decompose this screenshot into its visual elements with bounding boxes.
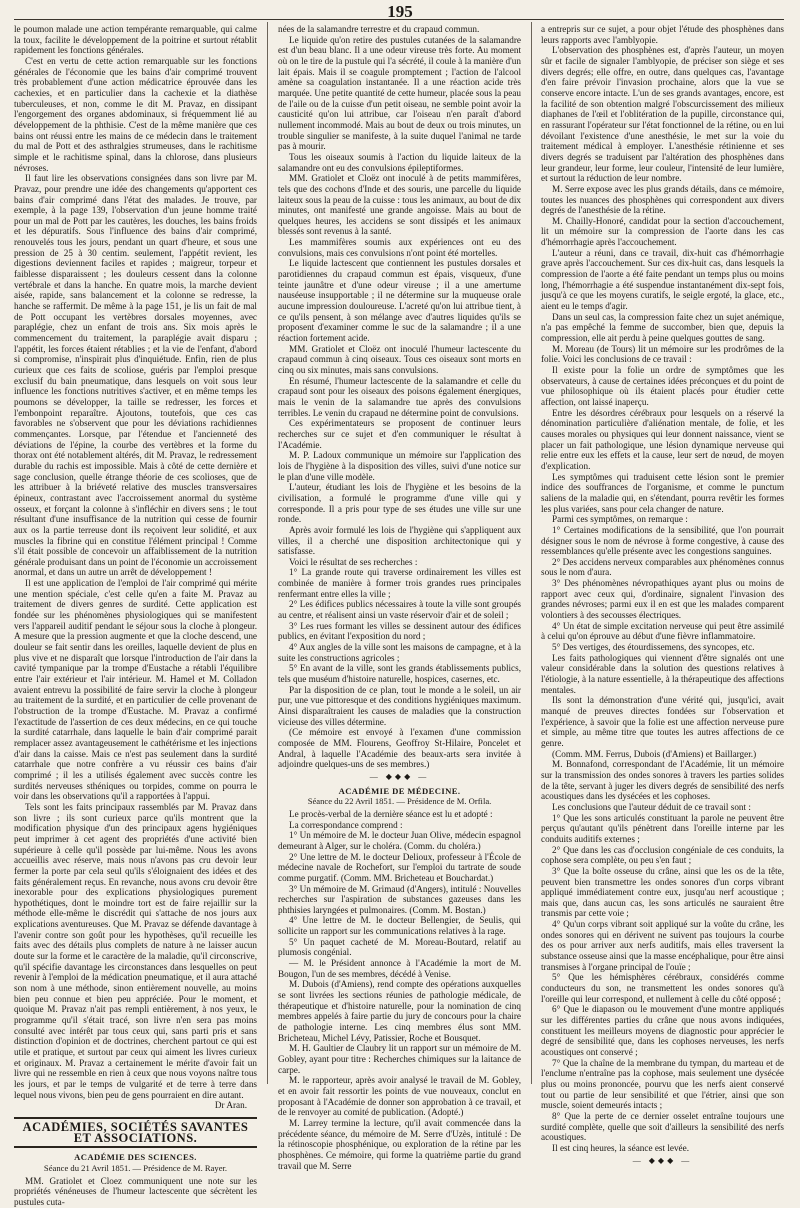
session-line: Séance du 22 Avril 1851. — Présidence de M. Orfila. bbox=[307, 796, 492, 807]
paragraph: Il est cinq heures, la séance est levée. bbox=[552, 1142, 690, 1153]
session-line: Séance du 21 Avril 1851. — Présidence de M. Rayer. bbox=[43, 1162, 228, 1173]
paragraph: C'est en vertu de cette action remarquable sur les fonctions générales de l'économie que les bains d'air comprimé trouvent très probablement d'une action médicatrice éprouvée dans les cachexies, et en particulier dans la cachexie et la diathèse tuberculeuses, et non, comme le dit M. Pravaz, en dissipant l'engorgement des organes abdominaux, si fréquemment lié au développement de la phthisie. C'est de la même manière que ces bains ont réussi entre les mains de ce médecin dans le traitement du mal de Pott et des asthralgies strumeuses, dans le rachitisme simple et le rachitisme spinal, dans la chlorose, dans plusieurs névroses. bbox=[14, 55, 257, 173]
paragraph: MM. Gratiolet et Cloëz ont inoculé à de petits mammifères, tels que des cochons d'Inde et des souris, une parcelle du liquide laiteux sous la peau de la cuisse : tous les animaux, au bout de dix minutes, ont manifesté une grande angoisse. Mais au bout de quelques heures, les accidens se sont dissipés et les animaux blessés sont revenus à la santé. bbox=[278, 173, 521, 237]
list-item: 8° Que la perte de ce dernier osselet entraîne toujours une surdité complète, quelle que soit d'ailleurs la sensibilité des nerfs acoustiques. bbox=[541, 1110, 784, 1143]
paragraph: M. Dubois (d'Amiens), rend compte des opérations auxquelles se sont livrées les sections réunies de pathologie médicale, de thérapeutique et d'histoire naturelle, pour la nomination de cinq membres appelés à faire partie du jury de concours pour la chaire de pathologie interne. Les cinq membres élus sont MM. Bricheteau, Michel Lévy, Patissier, Roche et Bousquet. bbox=[278, 979, 521, 1043]
header-rule bbox=[14, 19, 784, 20]
paragraph: a entrepris sur ce sujet, a pour objet l'étude des phosphènes dans leurs rapports avec l'amblyopie. bbox=[541, 24, 784, 45]
list-item: 5° En avant de la ville, sont les grands établissements publics, tels que muséum d'histoire naturelle, hospices, casernes, etc. bbox=[278, 663, 521, 685]
paragraph: Dans un seul cas, la compression faite chez un sujet anémique, n'a pas empêché la femme de succomber, bien que, depuis la compression, elle ait perdu à peine quelques gouttes de sang. bbox=[541, 311, 784, 344]
paragraph: Il existe pour la folie un ordre de symptômes que les observateurs, à cause de certaines idées préconçues et du point de vue philosophique où ils étaient placés pour étudier cette affection, ont laissé inaperçu. bbox=[541, 365, 784, 407]
list-item: 7° Que la chaîne de la membrane du tympan, du marteau et de l'enclume n'entraîne pas la cophose, mais seulement une dysécée plus ou moins prononcée, pourvu que les nerfs aient conservé tout ou partie de leur sensibilité et que l'étrier, ainsi que son muscle, soient demeurés intacts ; bbox=[541, 1057, 784, 1111]
ornament-divider: — ◆◆◆ — bbox=[369, 771, 430, 781]
paragraph: Le liquide lactescent que contiennent les pustules dorsales et parotidiennes du crapaud commun est épais, visqueux, d'une teinte jaunâtre et d'une odeur vireuse ; il a une amertume nauséeuse insupportable ; il ne détermine sur la muqueuse orale aucune impression douloureuse. L'acreté qu'on lui attribue tient, à ce qu'ils pensent, à son mélange avec d'autres liquides qu'ils se proposent d'examiner comme le suc de la salamandre ; il a une réaction fortement acide. bbox=[278, 258, 521, 344]
paragraph: Parmi ces symptômes, on remarque : bbox=[552, 514, 688, 525]
paragraph: M. Moreau (de Tours) lit un mémoire sur les prodrômes de la folie. Voici les conclusions de ce travail : bbox=[541, 343, 784, 365]
list-item: 6° Que le diapason ou le mouvement d'une montre appliqués sur les différentes parties du crâne que nous avons indiquées, constituent les meilleurs moyens de diagnostic pour apprécier le degré de sensibilité que, dans les cophoses nerveuses, les nerfs acoustiques ont conservé ; bbox=[541, 1004, 784, 1057]
column-divider bbox=[267, 22, 268, 1084]
list-item: 4° Une lettre de M. le docteur Bellengier, de Seulis, qui sollicite un rapport sur les communications relatives à la rage. bbox=[278, 915, 521, 937]
list-item: 1° Certaines modifications de la sensibilité, que l'on pourrait désigner sous le nom de névrose à forme congestive, à cause des ressemblances qu'elle présente avec les congestions sanguines. bbox=[541, 524, 784, 557]
paragraph: Entre les désordres cérébraux pour lesquels on a réservé la dénomination particulière d'aliénation mentale, de folie, et les causes morales ou physiques qui leur donnent naissance, vient se placer un fait pathologique, une lésion dynamique nerveuse qui relie entre eux les effets et la cause, leur sert de nœud, de moyen d'explication. bbox=[541, 407, 784, 471]
paragraph: nées de la salamandre terrestre et du crapaud commun. bbox=[278, 24, 480, 34]
paragraph: L'auteur a réuni, dans ce travail, dix-huit cas d'hémorrhagie grave après l'accouchement. Sur ces dix-huit cas, dans lesquels la compression de l'aorte a été faite pendant un temps plus ou moins long, l'hémorrhagie a été suspendue instantanément dix-sept fois, jusqu'à ce que les moyens curatifs, le seigle ergoté, la glace, etc., aient eu le temps d'agir. bbox=[541, 247, 784, 312]
column-1 bbox=[14, 24, 258, 1207]
paragraph: M. Serre expose avec les plus grands détails, dans ce mémoire, toutes les nuances des phosphènes qui correspondent aux divers degrés de l'anesthésie de la rétine. bbox=[541, 183, 784, 216]
column-2 bbox=[278, 24, 521, 1171]
paragraph: Les mammifères soumis aux expériences ont eu des convulsions, mais ces convulsions n'ont point été mortelles. bbox=[278, 237, 521, 258]
paragraph: M. Bonnafond, correspondant de l'Académie, lit un mémoire sur la transmission des ondes sonores à travers les parties solides de la tête, servant à juger les divers degrés de sensibilité des nerfs acoustiques dans les dysécées et les cophoses. bbox=[541, 759, 784, 802]
academy-heading: ACADÉMIE DES SCIENCES. bbox=[74, 1152, 197, 1163]
list-item: 3° Des phénomènes névropathiques ayant plus ou moins de rapport avec ceux qui, d'ordinaire, signalent l'invasion des grandes névroses; parmi eux il en est que les malades comparent volontiers à des secousses électriques. bbox=[541, 578, 784, 621]
paragraph: La correspondance comprend : bbox=[289, 819, 403, 830]
list-item: 4° Un état de simple excitation nerveuse qui peut être assimilé à celui qu'on éprouve au début d'une fièvre inflammatoire. bbox=[541, 620, 784, 642]
paragraph: Les symptômes qui traduisent cette lésion sont le premier indice des souffrances de l'organisme, et comme le punctum saliens de la maladie qui, en s'étendant, pourra revêtir les formes les plus variées, sans pour cela changer de nature. bbox=[541, 471, 784, 514]
paragraph: En résumé, l'humeur lactescente de la salamandre et celle du crapaud sont pour les oiseaux des poisons également énergiques, mais le venin de la salamandre tue après des convulsions terribles. Le venin du crapaud ne détermine point de convulsions. bbox=[278, 375, 521, 418]
paragraph: L'observation des phosphènes est, d'après l'auteur, un moyen sûr et facile de signaler l'amblyopie, de préciser son siège et ses divers degrés; elle offre, en outre, dans quelques cas, l'avantage d'en faire prévoir l'invasion prochaine, alors que la vue se conserve encore intacte. L'un de ses grands avantages, encore, est la facilité de son obtention malgré l'obscurcissement des milieux diaphanes de l'œil et l'oblitération de la pupille, circonstance qui, en rassurant l'opérateur sur l'état fonctionnel de la rétine, ou en lui dévoilant l'existence d'une anesthésie, le met sur la voie du traitement médical à employer. L'anesthésie rétinienne et ses divers degrés se traduisent par l'altération des phosphènes dans leur grandeur, leur forme, leur couleur, l'intensité de leur lumière, et surtout la réduction de leur nombre. bbox=[541, 45, 784, 184]
list-item: 1° La grande route qui traverse ordinairement les villes est combinée de manière à former trois grandes rues principales renfermant entre elles la ville ; bbox=[278, 567, 521, 599]
paragraph: M. H. Gaultier de Claubry lit un rapport sur un mémoire de M. Gobley, ayant pour titre : Recherches chimiques sur la laitance de carpe. bbox=[278, 1043, 521, 1075]
paragraph: M. le rapporteur, après avoir analysé le travail de M. Gobley, et en avoir fait ressortir les points de vue nouveaux, conclut en proposant à l'Académie de donner son approbation à ce travail, et de le renvoyer au comité de publication. (Adopté.) bbox=[278, 1075, 521, 1118]
paragraph: Ces expérimentateurs se proposent de continuer leurs recherches sur ce sujet et d'en communiquer le résultat à l'Académie. bbox=[278, 418, 521, 450]
ornament-divider: — ◆◆◆ — bbox=[632, 1155, 693, 1165]
list-item: 3° Un mémoire de M. Grimaud (d'Angers), intitulé : Nouvelles recherches sur l'aspiration de substances gazeuses dans les phthisies laryngées et pulmonaires. (Comm. M. Bostan.) bbox=[278, 883, 521, 915]
list-item: 3° Les rues formant les villes se dessinent autour des édifices publics, en évitant l'exposition du nord ; bbox=[278, 620, 521, 642]
paragraph: le poumon malade une action tempérante remarquable, qui calme la toux, facilite le développement de la poitrine et surtout rétablit rapidement les fonctions générales. bbox=[14, 24, 257, 56]
list-item: 5° Un paquet cacheté de M. Moreau-Boutard, relatif au plumosis congénial. bbox=[278, 936, 521, 958]
paragraph: Il est une application de l'emploi de l'air comprimé qui mérite une mention spéciale, c'est celle qu'en a faite M. Pravaz au traitement de divers genres de surdité. Cette application est fondée sur les phénomènes physiologiques qui se manifestent vers l'appareil auditif pendant le séjour sous la cloche à plongeur. A mesure que la pression augmente et que la cloche descend, une douleur se fait sentir dans les oreilles, laquelle devient de plus en plus vive et ne disparaît que lorsque l'introduction de l'air dans la cavité tympanique par la trompe d'Eustache a rétabli l'équilibre entre l'air extérieur et l'air intérieur. M. Hamel et M. Colladon avaient entrevu la possibilité de faire servir la cloche à plongeur au traitement de la surdité, et en particulier de celle provenant de l'obstruction de la trompe d'Eustache. M. Pravaz a confirmé l'exactitude de l'assertion de ces deux médecins, en ce qui touche la surdité catarrhale, dans laquelle le bain d'air comprimé parait remplacer assez avantageusement le cathétérisme et les injections d'air dans la caisse. Mais ce n'est pas seulement dans la surdité catarrhale que notre confrère a vu réussir ces bains d'air comprimé ; il les a utilisés également avec succès contre les surdités nerveuses sthéniques ou torpides, comme on pourra le voir dans les observations qu'il a rapportées à l'appui. bbox=[14, 578, 257, 802]
paragraph: Par la disposition de ce plan, tout le monde a le soleil, un air pur, une vue pittoresque et des conditions hygiéniques maximum. Ainsi disparaîtraient les causes de maladies que la construction vicieuse des villes détermine. bbox=[278, 684, 521, 727]
paragraph: Tels sont les faits principaux rassemblés par M. Pravaz dans son livre ; ils sont curieux parce qu'ils montrent que la modification physique d'un des principaux agens hygiéniques peut imprimer à cet agent des propriétés d'une activité bien supérieure à celle qu'il possède par lui-même. Nous les avons accueillis avec réserve, mais nous n'avons pas cru devoir leur fermer la porte par cela seul qu'ils s'éloignaient des idées et des faits généralement reçus. En revanche, nous avons cru devoir être inexorable pour des explications physiologiques purement hypothétiques, dont le moindre tort est de faire rejaillir sur la méthode elle-même le discrédit qui s'attache de nos jours aux explications aventureuses. Que M. Pravaz se défende davantage à l'avenir contre son goût pour les hypothèses, qu'il recueille les faits avec des détails plus complets de nature à ne laisser aucun doute sur la forme et le caractère de la maladie, qu'il circonscrive, qu'il spécifie davantage les circonstances dans lesquelles on peut revenir à l'emploi de la médication pneumatique, et il aura attaché son nom à une méthode, sinon entièrement nouvelle, au moins bien peu connue et bien peu appréciée. Pour le moment, et quoique M. Pravaz n'ait pas rempli entièrement, à nos yeux, le programme qu'il s'était tracé, son livre n'en sera pas moins consulté avec intérêt par tous ceux qui, sans parti pris et sans distinction d'opinion et de doctrines, cherchent partout ce qui est utile et pratique, et surtout par ceux qui aiment les livres curieux et originaux. M. Pravaz a certainement le mérite d'avoir fait un livre qui ne ressemble en rien à ceux que nous voyons naître tous les jours, et par le temps de vulgarité et de terre à terre dans lequel nous vivons, bien peu de gens pourraient en dire autant. bbox=[14, 801, 257, 1100]
list-item: 5° Que les hémisphères cérébraux, considérés comme conducteurs du son, ne transmettent les ondes sonores qu'à l'oreille qui leur correspond, et nullement à celle du côté opposé ; bbox=[541, 972, 784, 1004]
column-divider bbox=[531, 22, 532, 1084]
list-item: 2° Les édifices publics nécessaires à toute la ville sont groupés au centre, et réalisent ainsi un vaste réservoir d'air et de soleil ; bbox=[278, 599, 521, 621]
paragraph: M. P. Ladoux communique un mémoire sur l'application des lois de l'hygiène à la disposition des villes, suivi d'une notice sur le plan d'une ville modèle. bbox=[278, 450, 521, 482]
paragraph: — M. le Président annonce à l'Académie la mort de M. Bougon, l'un de ses membres, décédé à Venise. bbox=[278, 958, 521, 979]
paragraph: Ils sont la démonstration d'une vérité qui, jusqu'ici, avait manqué de preuves directes fondées sur l'observation et l'expérience, à savoir que la folie est une affection nerveuse pure et simple, au même titre que toutes les autres affections de ce genre. bbox=[541, 695, 784, 748]
paragraph: Le liquide qu'on retire des pustules cutanées de la salamandre est d'un beau blanc. Il a une odeur vireuse très forte. Au moment où on le tire de la pustule qui l'a sécrété, il coule à la manière d'un lait épais. Mais il se coagule promptement ; l'action de l'alcool amène sa coagulation instantanée. Il a une réaction acide très marquée. Une petite quantité de cette humeur, placée sous la peau de l'aile ou de la cuisse d'un petit oiseau, ne semble point avoir la causticité qu'on lui attribue, car l'oiseau n'en paraît d'abord nullement incommodé. Mais au bout de deux ou trois minutes, un trouble singulier se manifeste, à la suite duquel l'animal ne tarde pas à mourir. bbox=[278, 34, 521, 152]
paragraph: Tous les oiseaux soumis à l'action du liquide laiteux de la salamandre ont eu des convulsions épileptiformes. bbox=[278, 151, 521, 173]
paragraph: Voici le résultat de ses recherches : bbox=[289, 556, 418, 567]
page-number: 195 bbox=[387, 2, 413, 21]
paragraph: MM. Gratiolet et Cloez communiquent une note sur les propriétés vénéneuses de l'humeur lactescente que sécrètent les pustules cuta- bbox=[14, 1175, 257, 1207]
paragraph: Les faits pathologiques qui viennent d'être signalés ont une valeur considérable dans la solution des questions relatives à l'étiologie, à la nature essentielle, à la thérapeutique des affections mentales. bbox=[541, 652, 784, 695]
paragraph: (Ce mémoire est envoyé à l'examen d'une commission composée de MM. Flourens, Geoffroy St-Hilaire, Poncelet et Andral, à laquelle l'Académie des beaux-arts sera invitée à adjoindre quelques-uns de ses membres.) bbox=[278, 727, 521, 770]
list-item: 1° Que les sons articulés constituant la parole ne peuvent être perçus qu'autant qu'ils pénètrent dans l'oreille interne par les conduits auditifs externes ; bbox=[541, 812, 784, 844]
list-item: 1° Un mémoire de M. le docteur Juan Olive, médecin espagnol demeurant à Alger, sur le choléra. (Comm. du choléra.) bbox=[278, 830, 521, 851]
paragraph: Le procès-verbal de la dernière séance est lu et adopté : bbox=[289, 808, 493, 819]
list-item: 2° Que dans les cas d'occlusion congéniale de ces conduits, la cophose sera complète, ou peu s'en faut ; bbox=[541, 844, 784, 866]
list-item: 4° Qu'un corps vibrant soit appliqué sur la voûte du crâne, les ondes sonores qui en dérivent ne suivent pas toujours la courbe des os pour arriver aux nerfs auditifs, mais elles traversent la substance osseuse ainsi que la masse encéphalique, pour être ainsi transmises à l'organe principal de l'ouïe ; bbox=[541, 919, 784, 972]
academy-heading: ACADÉMIE DE MÉDECINE. bbox=[338, 785, 461, 796]
section-heading: ACADÉMIES, SOCIÉTÉS SAVANTES ET ASSOCIATIONS. bbox=[14, 1117, 257, 1148]
list-item: 4° Aux angles de la ville sont les maisons de campagne, et à la suite les constructions agricoles ; bbox=[278, 642, 521, 663]
list-item: 5° Des vertiges, des étourdissemens, des syncopes, etc. bbox=[552, 642, 755, 653]
paragraph: M. Chailly-Honoré, candidat pour la section d'accouchement, lit un mémoire sur la compression de l'aorte dans les cas d'hémorrhagie après l'accouchement. bbox=[541, 215, 784, 248]
paragraph: Après avoir formulé les lois de l'hygiène qui s'appliquent aux villes, il a cherché une disposition architectonique qui y satisfasse. bbox=[278, 524, 521, 557]
paragraph: Les conclusions que l'auteur déduit de ce travail sont : bbox=[552, 801, 751, 812]
paragraph: M. Larrey termine la lecture, qu'il avait commencée dans la précédente séance, du mémoire de M. Serre d'Uzès, intitulé : De la rétinoscopie phosphénique, ou exploration de la rétine par les phosphènes. Ce mémoire, qui forme la quatrième partie du grand travail que M. Serre bbox=[278, 1117, 521, 1171]
paragraph: MM. Gratiolet et Cloëz ont inoculé l'humeur lactescente du crapaud commun à cinq oiseaux. Tous ces oiseaux sont morts en cinq ou six minutes, mais sans convulsions. bbox=[278, 343, 521, 375]
column-3 bbox=[541, 24, 784, 1165]
author-signature: Dr Aran. bbox=[214, 1100, 247, 1111]
list-item: 3° Que la boîte osseuse du crâne, ainsi que les os de la tête, peuvent bien transmettre les ondes sonores d'un corps vibrant appliqué immédiatement contre eux, jusqu'au nerf acoustique ; mais que, dans aucun cas, les sons articulés ne sauraient être transmis par cette voie ; bbox=[541, 865, 784, 919]
paragraph: Il faut lire les observations consignées dans son livre par M. Pravaz, pour prendre une idée des changements qu'apportent ces bains d'air comprimé dans l'état des malades. Je trouve, par exemple, à la page 139, l'observation d'un jeune homme traité pour un mal de Pott par les cautères, les douches, les bains froids et les dépuratifs. Sous l'influence des bains d'air comprimé, renouvelés tous les jours, pendant un quart d'heure, et sous une pression de 25 à 30 centim. seulement, l'appétit revient, les digestions deviennent faciles et rapides ; maigreur, torpeur et faiblesse disparaissent ; les douleurs cessent dans la colonne vertébrale et dans la hanche. En quatre mois, la marche devient aisée, rapide, sans balancement et la colonne se redresse, la hanche se raffermit. De même à la page 151, je lis un fait de mal de Pott occupant les vertèbres dorsales moyennes, avec paraplégie, chez un enfant de trois ans. Six mois après le commencement du traitement, la paraplégie avait disparu ; l'appétit, les forces étaient rétablies ; et la vie de l'enfant, d'abord si compromise, n'inspirait plus d'inquiétude. Enfin, rien de plus curieux que ces faits de scoliose, guéris par l'emploi presque exclusif du bain pneumatique, dans lesquels on voit sous leur influence les fonctions nutritives s'activer, et en même temps les poumons se développer, la taille se redresser, les forces et l'embonpoint reparaître. Ajoutons, toutefois, que ces cas favorables ne s'observent que pour les déviations rachidiennes commençantes. Lorsque, par l'étendue et l'ancienneté des déviations de l'épine, la courbe des vertèbres et la forme du thorax ont été notablement altérés, dit M. Pravaz, le redressement durable du rachis est impossible. Mais à côté de cette dernière et sage conclusion, quelle étrange théorie de ces scolioses, que de les attribuer à la briéveté relative des muscles transversaires épineux, contrastant avec l'accroissement anormal du système osseux, et forçant la colonne à s'infléchir en divers sens ; le tout résultant d'une insuffisance de la nutrition qui cesse de fournir aux os la partie terreuse dont ils reçoivent leur solidité, et aux muscles la fibrine qui en constitue l'élément principal ! Comme s'il était possible de concevoir un affaiblissement de la nutrition générale produisant dans un point de l'économie un accroissement anormal, et dans un autre un arrêt de développement ! bbox=[14, 173, 258, 578]
list-item: 2° Une lettre de M. le docteur Delioux, professeur à l'École de médecine navale de Rochefort, sur l'emploi du tartrate de soude comme purgatif. (Comm. MM. Bricheteau et Bouchardat.) bbox=[278, 851, 521, 883]
list-item: 2° Des accidens nerveux comparables aux phénomènes connus sous le nom d'aura. bbox=[541, 556, 784, 578]
paragraph: (Comm. MM. Ferrus, Dubois (d'Amiens) et Baillarger.) bbox=[552, 748, 757, 759]
paragraph: L'auteur, étudiant les lois de l'hygiène et les besoins de la civilisation, a formulé le programme d'une ville qui y corresponde. Il a pris pour type de ses études une ville sur une ronde. bbox=[278, 482, 521, 525]
